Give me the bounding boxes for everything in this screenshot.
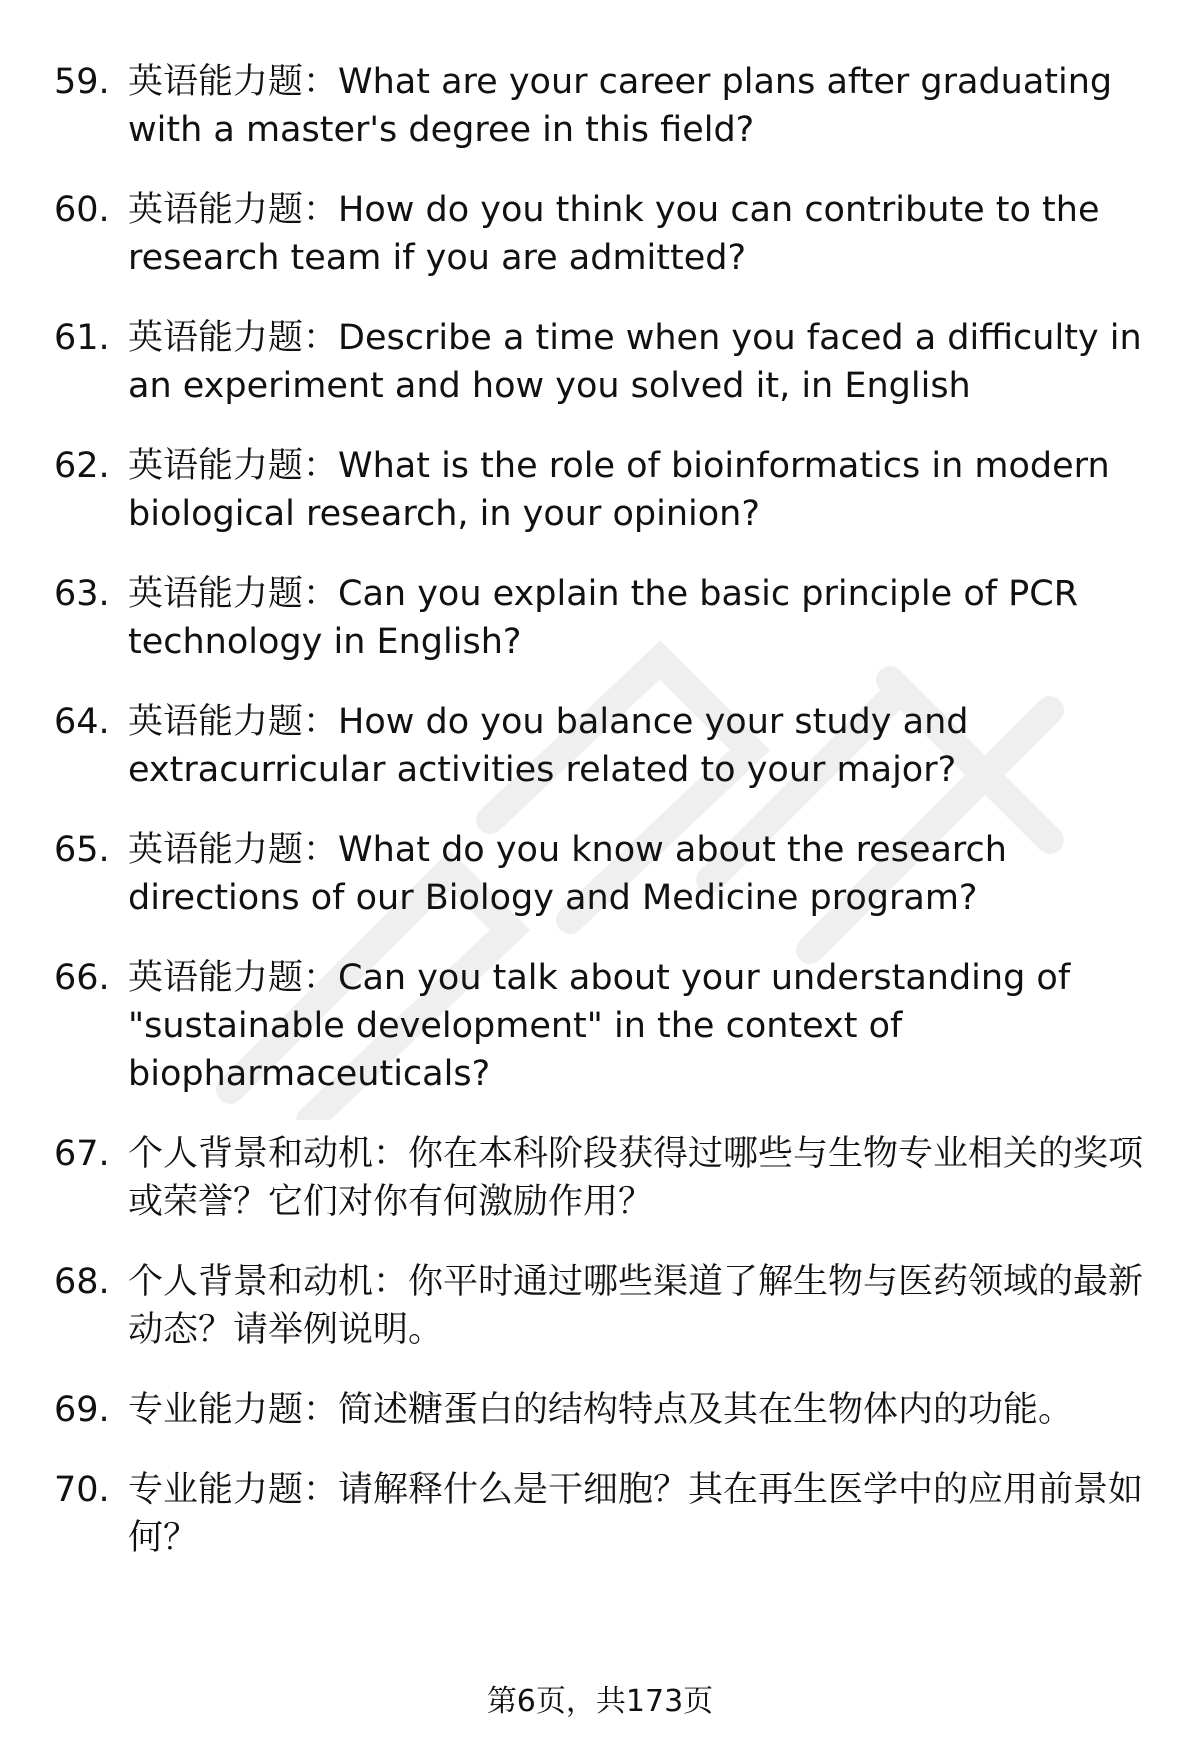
question-item [54,186,1154,282]
question-number: 60. [54,190,110,230]
page-footer [0,1682,1200,1722]
question-number: 69. [54,1390,110,1430]
question-item [54,954,1154,1098]
question-number: 64. [54,702,110,742]
question-list [54,58,1154,1594]
question-text: 个人背景和动机：你在本科阶段获得过哪些与生物专业相关的奖项或荣誉？它们对你有何激励作用？ [128,1134,1144,1222]
question-item [54,826,1154,922]
question-item [54,1258,1154,1354]
question-number: 68. [54,1262,110,1302]
question-number: 63. [54,574,110,614]
question-item [54,698,1154,794]
question-number: 65. [54,830,110,870]
question-number: 59. [54,62,110,102]
question-text: 专业能力题：请解释什么是干细胞？其在再生医学中的应用前景如何？ [128,1470,1144,1558]
question-item [54,442,1154,538]
question-text: 专业能力题：简述糖蛋白的结构特点及其在生物体内的功能。 [128,1390,1074,1430]
question-text: 英语能力题：What are your career plans after graduating with a master's degree in this field? [128,62,1113,150]
question-text: 英语能力题：How do you think you can contribute to the research team if you are admitted? [128,190,1100,278]
page-number-label: 第6页，共173页 [486,1684,714,1719]
question-number: 62. [54,446,110,486]
question-item [54,1386,1154,1434]
question-item [54,1130,1154,1226]
question-text: 英语能力题：Describe a time when you faced a difficulty in an experiment and how you solved it, in English [128,318,1142,406]
question-number: 66. [54,958,110,998]
question-text: 英语能力题：How do you balance your study and extracurricular activities related to your major? [128,702,969,790]
question-number: 61. [54,318,110,358]
question-text: 英语能力题：Can you talk about your understanding of "sustainable development" in the context of biopharmaceuticals? [128,958,1071,1094]
question-number: 67. [54,1134,110,1174]
question-item [54,570,1154,666]
question-text: 英语能力题：Can you explain the basic principle of PCR technology in English? [128,574,1079,662]
question-text: 英语能力题：What do you know about the research directions of our Biology and Medicine program? [128,830,1007,918]
question-item [54,1466,1154,1562]
question-item [54,58,1154,154]
question-text: 个人背景和动机：你平时通过哪些渠道了解生物与医药领域的最新动态？请举例说明。 [128,1262,1144,1350]
question-text: 英语能力题：What is the role of bioinformatics in modern biological research, in your opinion? [128,446,1110,534]
question-number: 70. [54,1470,110,1510]
question-item [54,314,1154,410]
